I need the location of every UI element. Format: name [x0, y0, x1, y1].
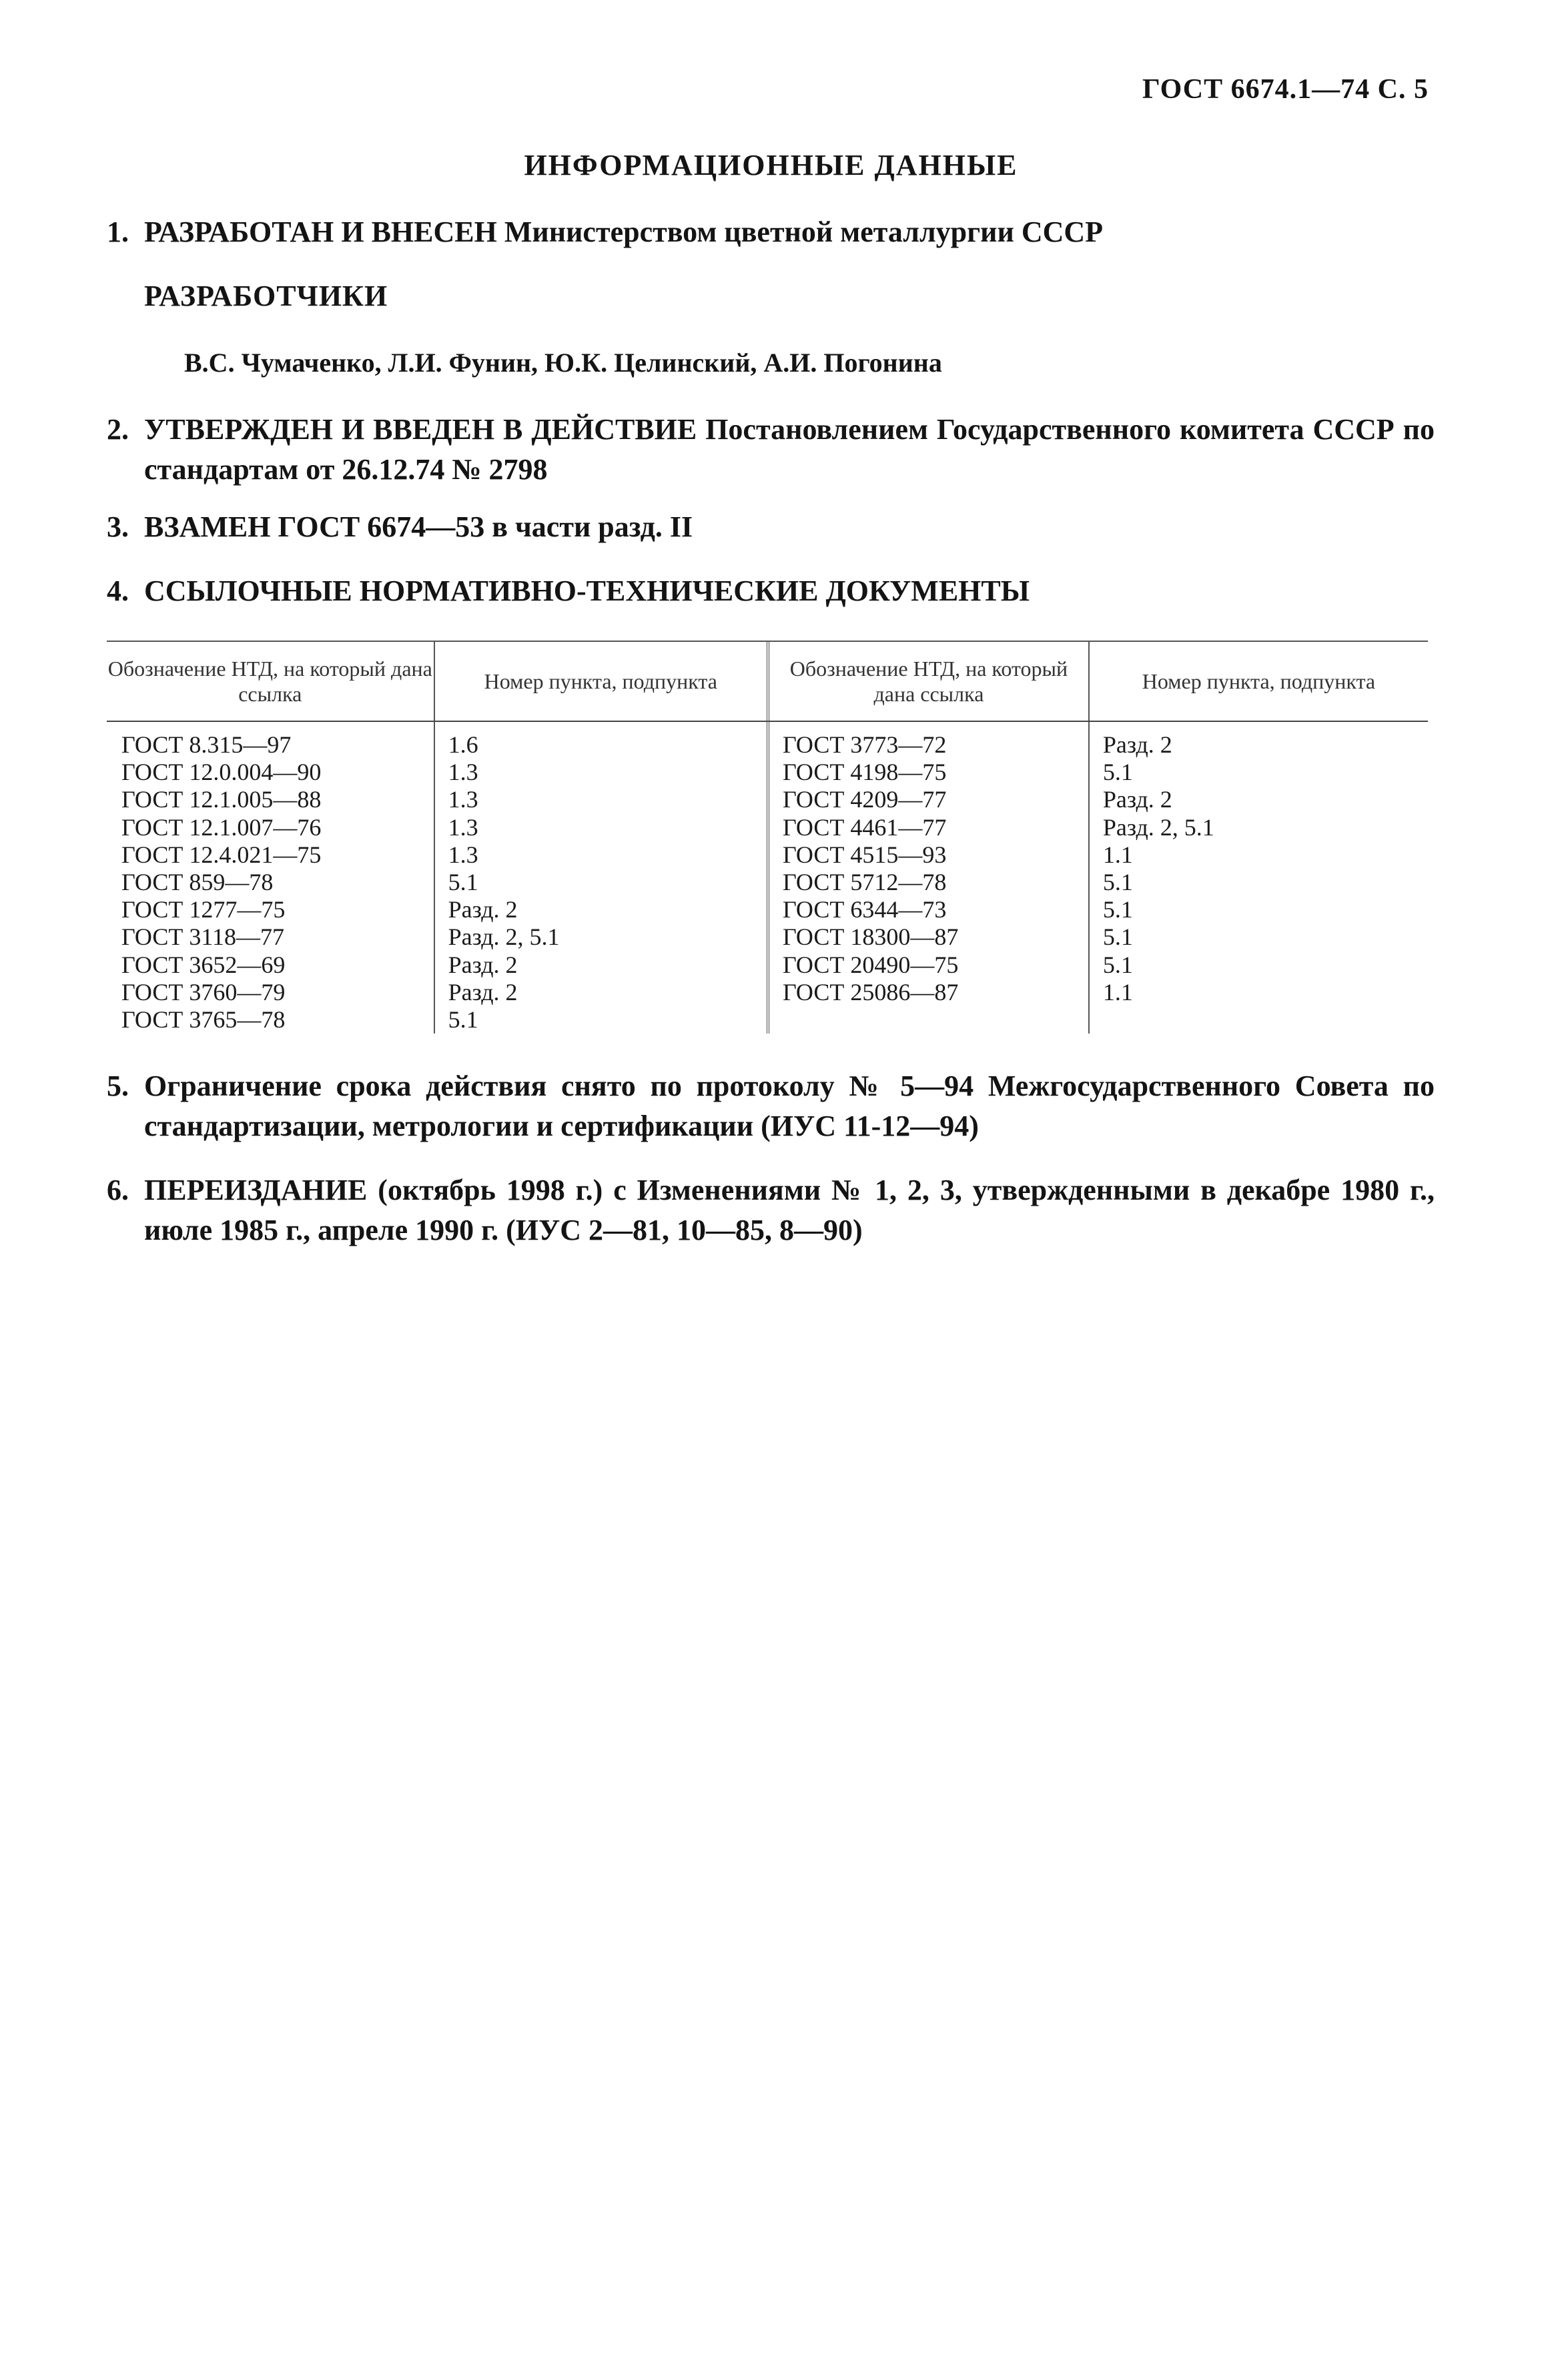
table-cell-doc: ГОСТ 8.315—97: [121, 731, 292, 758]
item-text: РАЗРАБОТАН И ВНЕСЕН Министерством цветной металлургии СССР: [144, 216, 1104, 248]
item-text: ВЗАМЕН ГОСТ 6674—53 в части разд. II: [144, 510, 693, 543]
table-cell-clause: 5.1: [1102, 951, 1133, 978]
item-text: ПЕРЕИЗДАНИЕ (октябрь 1998 г.) с Изменениями № 1, 2, 3, утвержденными в декабре 1980 г., июле 1985 г., апреле 1990 г. (ИУС 2—81, 10—85, 8—90): [144, 1174, 1435, 1246]
header-doc-designation-right: Обозначение НТД, на который дана ссылка: [767, 642, 1088, 721]
table-cell-doc: ГОСТ 3118—77: [121, 923, 285, 951]
page-header-code: ГОСТ 6674.1—74 С. 5: [1142, 74, 1429, 105]
item-number: 6.: [107, 1174, 129, 1206]
info-item-6: [107, 1170, 1435, 1250]
table-cell-clause: Разд. 2, 5.1: [448, 923, 560, 951]
table-cell-doc: ГОСТ 3652—69: [121, 951, 286, 978]
item-text: ССЫЛОЧНЫЕ НОРМАТИВНО-ТЕХНИЧЕСКИЕ ДОКУМЕНТЫ: [144, 574, 1030, 607]
table-cell-doc: ГОСТ 5712—78: [783, 868, 947, 895]
column-left-points: [434, 722, 767, 1034]
table-cell-clause: 1.3: [448, 841, 478, 868]
item-text: Ограничение срока действия снято по протоколу № 5—94 Межгосударственного Совета по стандартизации, метрологии и сертификации (ИУС 11-12—94): [144, 1070, 1435, 1142]
table-cell-doc: ГОСТ 3765—78: [121, 1006, 286, 1033]
table-cell-clause: Разд. 2, 5.1: [1102, 813, 1214, 841]
info-item-1: [107, 212, 1435, 252]
table-cell-clause: 5.1: [1102, 759, 1133, 786]
table-body: [107, 722, 1428, 1034]
info-item-2: [107, 410, 1435, 490]
item-number: 3.: [107, 510, 129, 543]
developers-label: РАЗРАБОТЧИКИ: [144, 280, 388, 312]
info-item-4: [107, 571, 1435, 611]
table-cell-doc: ГОСТ 4209—77: [783, 786, 947, 813]
table-cell-doc: ГОСТ 4198—75: [783, 759, 947, 786]
table-cell-clause: 5.1: [1102, 896, 1133, 923]
table-header-row: [107, 642, 1428, 722]
info-item-5: [107, 1066, 1435, 1146]
item-number: 2.: [107, 413, 129, 446]
table-cell-doc: ГОСТ 12.1.005—88: [121, 786, 322, 813]
table-cell-clause: 1.1: [1102, 978, 1133, 1006]
item-text: УТВЕРЖДЕН И ВВЕДЕН В ДЕЙСТВИЕ Постановлением Государственного комитета СССР по стандартам от 26.12.74 № 2798: [144, 413, 1435, 486]
table-cell-clause: 5.1: [448, 1006, 478, 1033]
header-clause-number-right: Номер пункта, подпункта: [1088, 642, 1428, 721]
reference-documents-table: [107, 641, 1428, 1034]
table-cell-doc: ГОСТ 859—78: [121, 868, 274, 895]
developers-list: В.С. Чумаченко, Л.И. Фунин, Ю.К. Целинский, А.И. Погонина: [184, 348, 942, 378]
header-clause-number-left: Номер пункта, подпункта: [434, 642, 767, 721]
table-cell-doc: ГОСТ 1277—75: [121, 896, 286, 923]
table-cell-clause: Разд. 2: [448, 978, 518, 1006]
table-cell-clause: 1.6: [448, 731, 478, 758]
item-number: 1.: [107, 216, 129, 248]
table-cell-clause: 1.3: [448, 813, 478, 841]
table-cell-doc: ГОСТ 3760—79: [121, 978, 286, 1006]
table-cell-doc: ГОСТ 4515—93: [783, 841, 947, 868]
table-cell-clause: 1.3: [448, 786, 478, 813]
column-right-points: [1088, 722, 1428, 1034]
table-cell-doc: ГОСТ 12.4.021—75: [121, 841, 322, 868]
table-cell-doc: ГОСТ 12.1.007—76: [121, 813, 322, 841]
table-cell-clause: 5.1: [1102, 923, 1133, 951]
table-cell-clause: Разд. 2: [1102, 786, 1172, 813]
table-cell-clause: 1.3: [448, 759, 478, 786]
table-cell-clause: 5.1: [1102, 868, 1133, 895]
item-number: 5.: [107, 1070, 129, 1102]
table-cell-doc: ГОСТ 6344—73: [783, 896, 947, 923]
header-doc-designation-left: Обозначение НТД, на который дана ссылка: [107, 657, 432, 706]
table-cell-doc: ГОСТ 4461—77: [783, 813, 947, 841]
table-cell-clause: Разд. 2: [448, 896, 518, 923]
table-cell-clause: 5.1: [448, 868, 478, 895]
table-cell-doc: ГОСТ 20490—75: [783, 951, 959, 978]
table-cell-clause: Разд. 2: [448, 951, 518, 978]
info-item-3: [107, 507, 1435, 547]
table-cell-clause: 1.1: [1102, 841, 1133, 868]
table-cell-doc: ГОСТ 3773—72: [783, 731, 947, 758]
document-title: ИНФОРМАЦИОННЫЕ ДАННЫЕ: [524, 149, 1018, 181]
column-left-docs: [107, 722, 434, 1034]
item-number: 4.: [107, 574, 129, 607]
table-cell-doc: ГОСТ 12.0.004—90: [121, 759, 322, 786]
table-cell-doc: ГОСТ 18300—87: [783, 923, 959, 951]
table-cell-clause: Разд. 2: [1102, 731, 1172, 758]
column-right-docs: [767, 722, 1088, 1034]
table-cell-doc: ГОСТ 25086—87: [783, 978, 959, 1006]
